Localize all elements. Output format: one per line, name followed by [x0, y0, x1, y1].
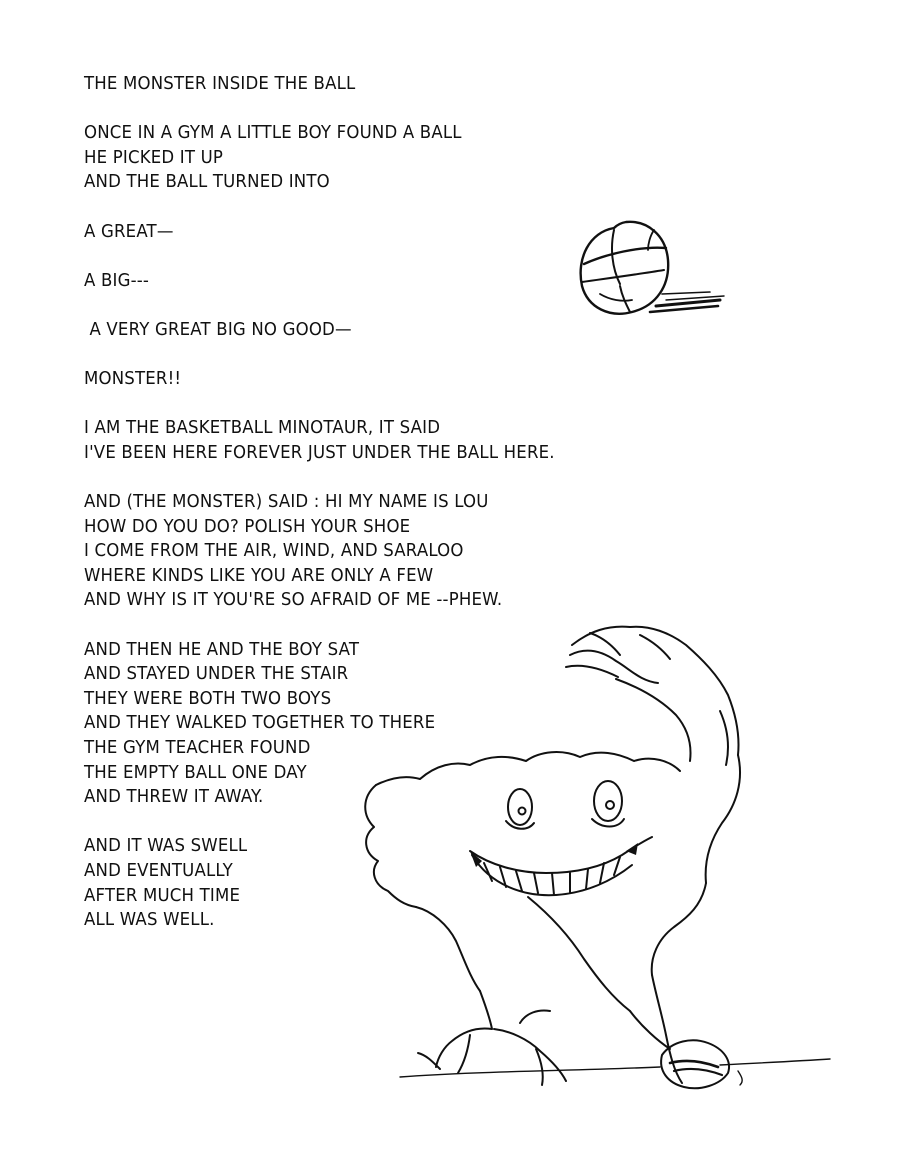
blank-line: [84, 97, 599, 122]
poem-line: THE EMPTY BALL ONE DAY: [84, 761, 307, 783]
poem-line: MONSTER!!: [84, 368, 182, 390]
poem-line: AFTER MUCH TIME: [84, 884, 241, 906]
poem-line: AND THEN HE AND THE BOY SAT: [84, 638, 360, 660]
poem-line: ALL WAS WELL.: [84, 909, 215, 931]
poem-line: I COME FROM THE AIR, WIND, AND SARALOO: [84, 540, 464, 562]
poem-line: AND EVENTUALLY: [84, 860, 233, 881]
poem-line: THE GYM TEACHER FOUND: [84, 737, 311, 759]
poem-line: THEY WERE BOTH TWO BOYS: [84, 687, 332, 709]
basketball-drawing: [570, 208, 730, 328]
poem-line: AND (THE MONSTER) SAID : HI MY NAME IS LOU: [84, 491, 489, 513]
poem-line: ONCE IN A GYM A LITTLE BOY FOUND A BALL: [84, 122, 462, 144]
poem-line: HOW DO YOU DO? POLISH YOUR SHOE: [84, 515, 411, 537]
blank-line: [84, 392, 599, 417]
poem-line: I AM THE BASKETBALL MINOTAUR, IT SAID: [84, 417, 441, 439]
poem-line: AND STAYED UNDER THE STAIR: [84, 663, 349, 685]
poem-line: WHERE KINDS LIKE YOU ARE ONLY A FEW: [84, 564, 434, 586]
poem-line: AND THE BALL TURNED INTO: [84, 171, 330, 193]
poem-line: AND IT WAS SWELL: [84, 835, 248, 857]
poem-line: A VERY GREAT BIG NO GOOD—: [84, 318, 352, 340]
poem-line: A GREAT—: [84, 220, 174, 242]
blank-line: [84, 293, 599, 318]
poem-line: AND THEY WALKED TOGETHER TO THERE: [84, 712, 436, 734]
blank-line: [84, 466, 599, 491]
poem-line: A BIG---: [84, 269, 150, 291]
blank-line: [84, 195, 599, 220]
poem-line: HE PICKED IT UP: [84, 146, 224, 168]
poem-line: AND THREW IT AWAY.: [84, 786, 264, 808]
blank-line: [84, 343, 599, 368]
poem-line: I'VE BEEN HERE FOREVER JUST UNDER THE BALL HERE.: [84, 441, 555, 463]
poem-title: THE MONSTER INSIDE THE BALL: [84, 73, 356, 94]
poem-line: AND WHY IS IT YOU'RE SO AFRAID OF ME --PHEW.: [84, 589, 503, 611]
blank-line: [84, 244, 599, 269]
monster-drawing: [340, 615, 840, 1105]
